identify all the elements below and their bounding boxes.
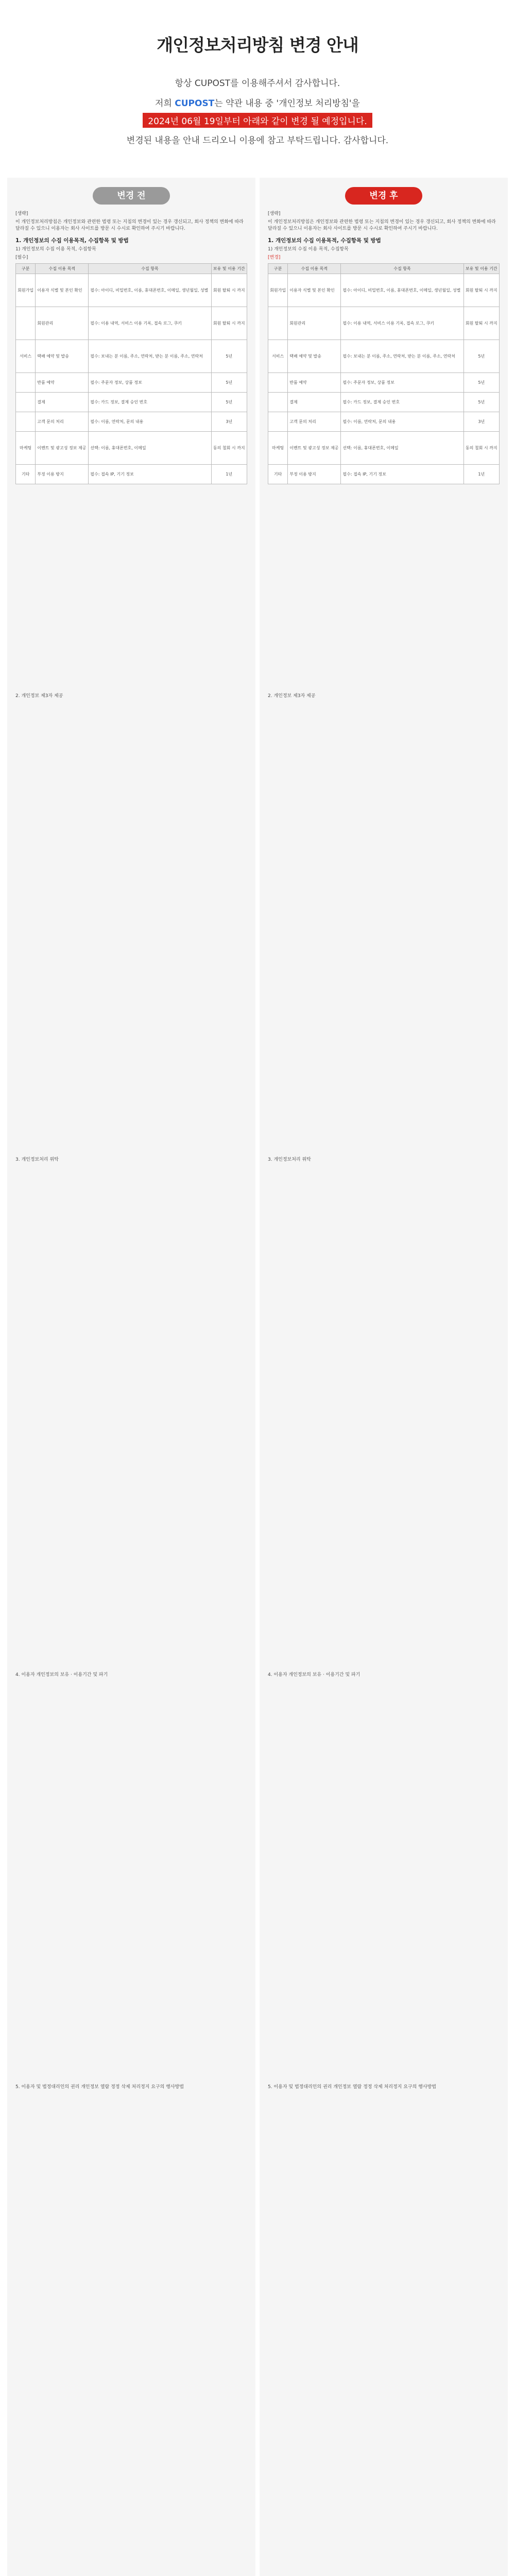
comparison-columns bbox=[0, 178, 515, 2576]
before-column bbox=[7, 178, 255, 2576]
table-row: 마케팅 이벤트 및 광고성 정보 제공 선택: 이름, 휴대폰번호, 이메일 동의 철회 시 까지 bbox=[268, 432, 500, 465]
after-collection-table: 구분 수집 이용 목적 수집 항목 보유 및 이용 기간 회원가입 이용자 식별 및 본인 확인 필수: 아이디, 비밀번호, 이름, 휴대폰번호, 이메일, 생년월일, 성별 회원 탈퇴 시 까지 회원관리 필수: 이용 내역, 서비스 이용 기록, 접속 로그, 쿠키 회원 탈퇴 시 까지 서비스 택배 예약 및 발송 필수: 보내는 분 이름, 주소, 연락처, 받는 분 이름, 주소, 연락처 5년 반품 예약 필수: 주문자 정보, 상품 정보 5년 결제 필수: 카드 정보, 결제 승인 번호 5년 고객 문의 처리 필수: 이름, 연락처, 문의 내용 3년 마케팅 이벤트 및 광고성 정보 제공 선택: 이름, 휴대폰번호, 이메일 동의 철회 시 까지 기타 부정 이용 방지 필수: 접속 IP, 기기 정보 1년 bbox=[268, 263, 500, 484]
table-row: 결제 필수: 카드 정보, 결제 승인 번호 5년 bbox=[268, 393, 500, 412]
brand-name: CUPOST bbox=[175, 98, 215, 109]
notice-line: 저희 CUPOST는 약관 내용 중 '개인정보 처리방침'을 bbox=[155, 98, 360, 109]
after-content: [생략] 이 개인정보처리방침은 개인정보와 관련한 법령 또는 지침의 변경이 있는 경우 갱신되고, 회사 정책의 변화에 따라 달라질 수 있으니 이용자는 회사 사이트를 방문 시 수시로 확인하여 주시기 바랍니다. 1. 개인정보의 수집 이용목적, 수집항목 및 방법 1) 개인정보의 수집 이용 목적, 수집항목 [변경] 구분 수집 이용 목적 수집 항목 보유 및 이용 기간 회원가입 이용자 식별 및 본인 확인 필수: 아이디, 비밀번호, 이름, 휴대폰번호, 이메일, 생년월일, 성별 회원 탈퇴 시 까지 회원관리 필수: 이용 내역, 서비스 이용 기록, 접속 로그, 쿠키 회원 탈퇴 시 까지 서비스 택배 예약 및 발송 필수: 보내는 분 이름, 주소, 연락처, 받는 분 이름, 주소, 연락처 5년 반품 예약 필수: 주문자 정보, 상품 정보 5년 결제 필수: 카드 정보, 결제 승인 번호 5년 고객 문의 처리 필수: 이름, 연락처, 문의 내용 3년 마케팅 이벤트 및 광고성 정보 제공 선택: 이름, 휴대폰번호, 이메일 동의 철회 시 까지 기타 부정 이용 방지 필수: 접속 IP, 기기 정보 1년 bbox=[260, 211, 508, 484]
table-row: 고객 문의 처리 필수: 이름, 연락처, 문의 내용 3년 bbox=[16, 412, 247, 432]
before-collection-table: 구분 수집 이용 목적 수집 항목 보유 및 이용 기간 회원가입 이용자 식별 및 본인 확인 필수: 아이디, 비밀번호, 이름, 휴대폰번호, 이메일, 생년월일, 성별 회원 탈퇴 시 까지 회원관리 필수: 이용 내역, 서비스 이용 기록, 접속 로그, 쿠키 회원 탈퇴 시 까지 서비스 택배 예약 및 발송 필수: 보내는 분 이름, 주소, 연락처, 받는 분 이름, 주소, 연락처 5년 반품 예약 필수: 주문자 정보, 상품 정보 5년 결제 필수: 카드 정보, 결제 승인 번호 5년 고객 문의 처리 필수: 이름, 연락처, 문의 내용 3년 마케팅 이벤트 및 광고성 정보 제공 선택: 이름, 휴대폰번호, 이메일 동의 철회 시 까지 기타 부정 이용 방지 필수: 접속 IP, 기기 정보 1년 bbox=[15, 263, 247, 484]
thanks-text: 항상 CUPOST를 이용해주셔서 감사합니다. bbox=[175, 78, 340, 89]
table-row: 서비스 택배 예약 및 발송 필수: 보내는 분 이름, 주소, 연락처, 받는 분 이름, 주소, 연락처 5년 bbox=[268, 340, 500, 373]
before-s4: 4. 이용자 개인정보의 보유 · 이용기간 및 파기 bbox=[15, 1672, 108, 1677]
table-row: 회원관리 필수: 이용 내역, 서비스 이용 기록, 접속 로그, 쿠키 회원 탈퇴 시 까지 bbox=[268, 307, 500, 340]
page-title: 개인정보처리방침 변경 안내 bbox=[157, 35, 358, 55]
after-s4: 4. 이용자 개인정보의 보유 · 이용기간 및 파기 bbox=[268, 1672, 360, 1677]
effective-date-highlight: 2024년 06월 19일부터 아래와 같이 변경 될 예정입니다. bbox=[143, 113, 372, 128]
table-row: 결제 필수: 카드 정보, 결제 승인 번호 5년 bbox=[16, 393, 247, 412]
after-s2: 2. 개인정보 제3자 제공 bbox=[268, 693, 316, 699]
notice-header bbox=[0, 0, 515, 178]
table-row: 반품 예약 필수: 주문자 정보, 상품 정보 5년 bbox=[16, 373, 247, 393]
before-s2: 2. 개인정보 제3자 제공 bbox=[15, 693, 63, 699]
before-s3: 3. 개인정보처리 위탁 bbox=[15, 1157, 59, 1162]
after-s5: 5. 이용자 및 법정대리인의 권리 개인정보 열람 정정 삭제 처리정지 요구의 행사방법 bbox=[268, 2084, 436, 2090]
table-row: 서비스 택배 예약 및 발송 필수: 보내는 분 이름, 주소, 연락처, 받는 분 이름, 주소, 연락처 5년 bbox=[16, 340, 247, 373]
table-row: 기타 부정 이용 방지 필수: 접속 IP, 기기 정보 1년 bbox=[268, 465, 500, 484]
table-row: 고객 문의 처리 필수: 이름, 연락처, 문의 내용 3년 bbox=[268, 412, 500, 432]
table-row: 반품 예약 필수: 주문자 정보, 상품 정보 5년 bbox=[268, 373, 500, 393]
before-content: [생략] 이 개인정보처리방침은 개인정보와 관련한 법령 또는 지침의 변경이 있는 경우 갱신되고, 회사 정책의 변화에 따라 달라질 수 있으니 이용자는 회사 사이트를 방문 시 수시로 확인하여 주시기 바랍니다. 1. 개인정보의 수집 이용목적, 수집항목 및 방법 1) 개인정보의 수집 이용 목적, 수집항목 [필수] 구분 수집 이용 목적 수집 항목 보유 및 이용 기간 회원가입 이용자 식별 및 본인 확인 필수: 아이디, 비밀번호, 이름, 휴대폰번호, 이메일, 생년월일, 성별 회원 탈퇴 시 까지 회원관리 필수: 이용 내역, 서비스 이용 기록, 접속 로그, 쿠키 회원 탈퇴 시 까지 서비스 택배 예약 및 발송 필수: 보내는 분 이름, 주소, 연락처, 받는 분 이름, 주소, 연락처 5년 반품 예약 필수: 주문자 정보, 상품 정보 5년 결제 필수: 카드 정보, 결제 승인 번호 5년 고객 문의 처리 필수: 이름, 연락처, 문의 내용 3년 마케팅 이벤트 및 광고성 정보 제공 선택: 이름, 휴대폰번호, 이메일 동의 철회 시 까지 기타 부정 이용 방지 필수: 접속 IP, 기기 정보 1년 bbox=[7, 211, 255, 484]
table-row: 회원가입 이용자 식별 및 본인 확인 필수: 아이디, 비밀번호, 이름, 휴대폰번호, 이메일, 생년월일, 성별 회원 탈퇴 시 까지 bbox=[16, 274, 247, 307]
table-row: 기타 부정 이용 방지 필수: 접속 IP, 기기 정보 1년 bbox=[16, 465, 247, 484]
table-row: 회원관리 필수: 이용 내역, 서비스 이용 기록, 접속 로그, 쿠키 회원 탈퇴 시 까지 bbox=[16, 307, 247, 340]
after-s3: 3. 개인정보처리 위탁 bbox=[268, 1157, 311, 1162]
before-tag: 변경 전 bbox=[93, 187, 170, 205]
before-s5: 5. 이용자 및 법정대리인의 권리 개인정보 열람 정정 삭제 처리정지 요구의 행사방법 bbox=[15, 2084, 184, 2090]
notice-guidance: 변경된 내용을 안내 드리오니 이용에 참고 부탁드립니다. 감사합니다. bbox=[126, 135, 389, 146]
table-row: 마케팅 이벤트 및 광고성 정보 제공 선택: 이름, 휴대폰번호, 이메일 동의 철회 시 까지 bbox=[16, 432, 247, 465]
after-column bbox=[260, 178, 508, 2576]
table-row: 회원가입 이용자 식별 및 본인 확인 필수: 아이디, 비밀번호, 이름, 휴대폰번호, 이메일, 생년월일, 성별 회원 탈퇴 시 까지 bbox=[268, 274, 500, 307]
after-tag: 변경 후 bbox=[345, 187, 422, 205]
